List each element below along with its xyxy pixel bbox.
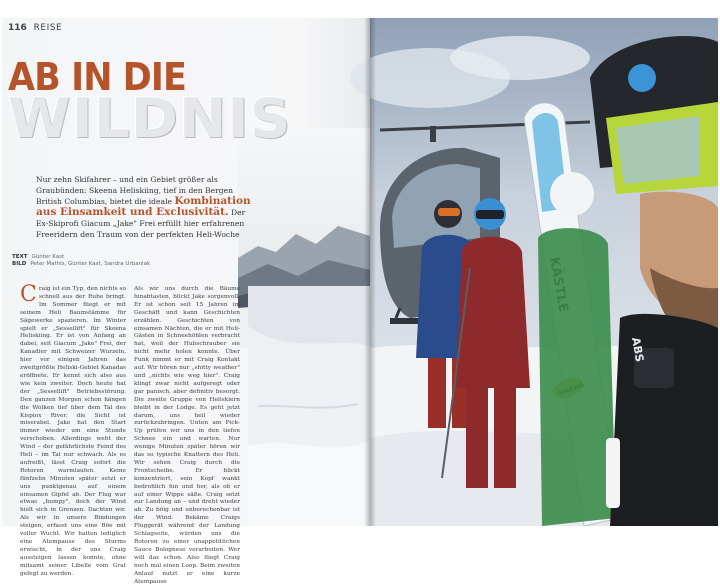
- credits: [12, 254, 150, 268]
- credit-photo-label: BILD: [12, 261, 27, 267]
- magazine-spread: [2, 18, 718, 585]
- body-column-2-text: Als wir uns durch die Bäume hinabtasten, blickt Jake sorgenvoll. Er ist schon seit 15 Jahren im Geschäft und kann Geschichten erzählen. Geschichten von einsamen Nächten, die er mit Heli-Gästen in Schneehöhlen verbracht hat, weil der Hubschrauber sie nicht mehr holen konnte. Über Funk nimmt er mit Craig Kontakt auf. Wir hören nur „shitty weather" und „nichts wie weg hier". Craig klingt zwar nicht aufgeregt oder gar panisch, aber definitiv besorgt. Die zweite Gruppe von Heliskiern bleibt in der Lodge. Es geht jetzt darum, uns heil wieder zurückzubringen. Unten am Pick-Up prüfen wir uns in den tiefen Schnee ein und warten. Nur wenige Minuten später hören wir das so typische Knattern des Heli. Wir sehen Craig durch die Frontscheibe. Er blickt konzentriert, sein Kopf wankt bedrohlich hin und her, als ob er auf einer Wippe säße. Craig setzt zur Landung an – und dreht wieder ab. Zu böig und unberechenbar ist der Wind. Bekäme Craigs Fluggerät während der Landung Schlagseite, würden uns die Rotoren zu einer unappetitlichen Sauce Bolognese verarbeiten. Wer will das schon. Also fliegt Craig noch mal einen Loop. Beim zweiten Anlauf nutzt er eine kurze Atempause: [134, 286, 240, 585]
- body-column-1: [20, 282, 126, 579]
- abs-label: ABS: [629, 336, 647, 363]
- credit-text: [12, 254, 150, 261]
- page-number: 116: [8, 23, 27, 33]
- drop-cap: C: [20, 282, 37, 307]
- page-gutter: [364, 18, 376, 526]
- credit-photo-value: Peter Mathis, Günter Kast, Sandra Urbaniak: [30, 261, 151, 267]
- left-page: [2, 18, 370, 585]
- intro-text-1: Nur zehn Skifahrer – und ein Gebiet größer als Graubünden: Skeena Heliskiing, tief in den Bergen British Columbias, bietet die ideale: [36, 175, 234, 206]
- snow-slope-image: [248, 286, 370, 526]
- headline-line-2: WILDNIS: [8, 87, 292, 150]
- credit-text-value: Günter Kast: [31, 254, 65, 260]
- credit-photo: [12, 261, 150, 268]
- credit-text-label: TEXT: [12, 254, 28, 260]
- intro-highlight: Kombination aus Einsamkeit und Exclusivität.: [36, 195, 251, 218]
- body-column-1-text: raig ist ein Typ, den nichts so schnell aus der Ruhe bringt. Im Sommer fliegt er mit seinem Heli Baumstämme für Sägewerke spazieren. Im Winter spielt er „Sessellift" für Skeena Heliskiing. Er ist von Anfang an dabei, seit Giacum „Jake" Frei, der Kanadier mit Schweizer Wurzeln, hier vor einigen Jahren das zweitgrößte Heliski-Gebiet Kanadas eröffnete. Er kennt sich also aus wie kein zweiter. Doch heute hat der „Sessellift" Betriebsstörung. Den ganzen Morgen schon hängen die Wolken tief über dem Tal des Kispiox River, die Sicht ist miserabel. Jake hat den Start immer wieder um eine Stunde verschoben. Allerdings weht der Wind – der gefährlichste Feind des Heli – im Tal nur schwach. Als es aufreißt, lässt Craig sofort die Rotoren warmlaufen. Keine fünfzehn Minuten später setzt er uns punktgenau auf einem einsamen Gipfel ab. Der Flug war etwas „bumpy", doch der Wind hielt sich in Grenzen. Dachten wir. Als wir in unsere Bindungen steigen, erfasst uns eine Böe mit voller Wucht. Wir hatten lediglich eine Atempause des Sturms erwischt, in der uns Craig aussteigen lassen konnte, ohne mitsamt seiner Libelle vom Grat gefegt zu werden.: [20, 286, 126, 577]
- page-header: [8, 23, 62, 33]
- section-label: REISE: [33, 23, 63, 33]
- headline-line-1: AB IN DIE: [8, 55, 186, 99]
- body-column-2: [134, 286, 240, 586]
- right-page: [370, 18, 718, 526]
- heliski-group-photo: [370, 18, 718, 526]
- intro-text-2: Der Ex-Skiprofi Giacum „Jake" Frei erfüllt hier erfahrenen Freeridern den Traum von der perfekten Heli-Woche: [36, 208, 246, 239]
- intro-paragraph: [36, 174, 258, 240]
